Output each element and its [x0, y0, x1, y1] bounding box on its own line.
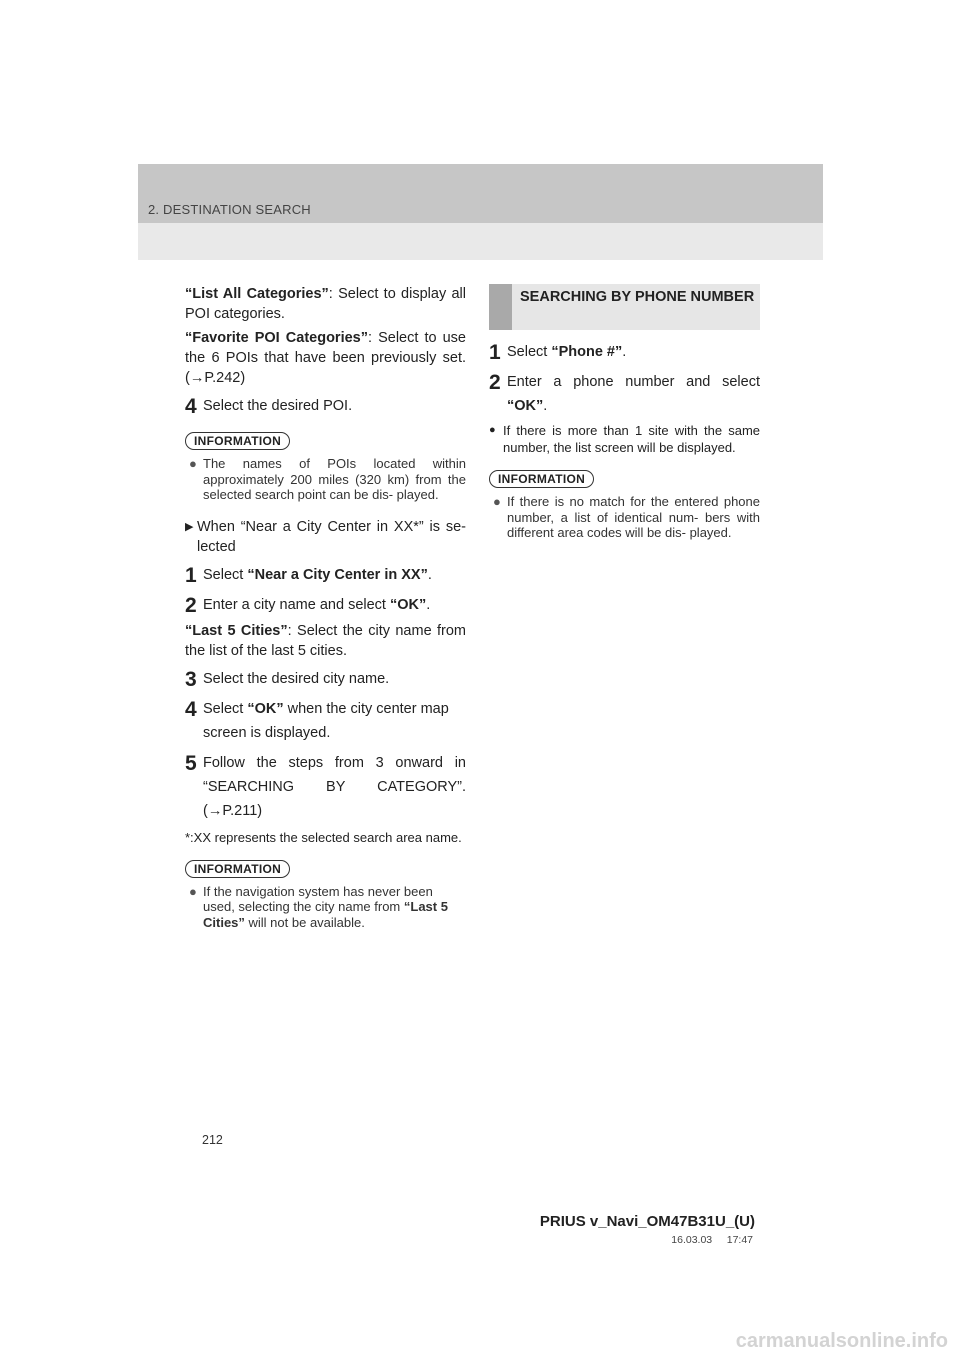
- step-4-select-ok: [185, 697, 466, 745]
- step-number: 2: [185, 593, 197, 617]
- step-text: Select the desired POI.: [203, 398, 353, 414]
- last-5-label: “Last 5 Cities”: [185, 622, 288, 639]
- information-box-3: [489, 470, 760, 541]
- step-number: 2: [489, 371, 501, 394]
- information-body: [185, 884, 466, 931]
- step-text: Select “Near a City Center in XX”.: [203, 566, 432, 583]
- document-title: PRIUS v_Navi_OM47B31U_(U): [539, 1213, 755, 1230]
- watermark: carmanualsonline.info: [735, 1330, 948, 1352]
- near-city-heading: [185, 517, 466, 557]
- page-header: [138, 164, 823, 260]
- bullet-circle-icon: ●: [489, 424, 496, 436]
- step-2-enter-city: [185, 593, 466, 617]
- information-text: The names of POIs located within approximately 200 miles (320 km) from the selected search point can be dis- played.: [203, 456, 466, 502]
- favorite-label: “Favorite POI Categories”: [185, 330, 368, 346]
- document-date: 16.03.03 17:47: [671, 1234, 753, 1246]
- step-number: 5: [185, 751, 197, 775]
- bullet-circle-icon: ●: [189, 883, 197, 899]
- list-all-text: : Select to display all POI categories.: [185, 286, 466, 322]
- step-text: Select “Phone #”.: [507, 344, 627, 360]
- list-all-paragraph: [185, 284, 466, 324]
- footnote: *:XX represents the selected search area name.: [185, 829, 462, 845]
- information-text: If the navigation system has never been used, selecting the city name from “Last 5 Cities” will not be available.: [203, 883, 448, 930]
- information-text: If there is no match for the entered phone number, a list of identical num- bers with different area codes will be dis- played.: [507, 494, 760, 540]
- information-badge: INFORMATION: [489, 470, 594, 488]
- triangle-right-icon: ▶: [185, 520, 194, 533]
- section-heading-bar: [489, 284, 512, 330]
- last-5-cities-paragraph: [185, 621, 466, 661]
- step-text: Enter a phone number and select “OK”.: [507, 374, 760, 414]
- favorite-paragraph: [185, 328, 466, 388]
- information-box-2: [185, 860, 466, 931]
- step-1-select-city-center: [185, 563, 466, 587]
- last-5-text: : Select the city name from the list of the last 5 cities.: [185, 622, 467, 659]
- bullet-circle-icon: ●: [189, 456, 197, 471]
- step-text: Follow the steps from 3 onward in “SEARCHING BY CATEGORY”. (→P.211): [203, 754, 466, 819]
- step-number: 4: [185, 395, 197, 418]
- step-5-follow-steps: [185, 751, 466, 823]
- section-title: 2. DESTINATION SEARCH: [148, 202, 311, 217]
- phone-note-text: If there is more than 1 site with the same number, the list screen will be displayed.: [503, 423, 760, 455]
- step-number: 1: [185, 563, 197, 587]
- right-column: [489, 284, 760, 555]
- phone-note: [489, 422, 760, 456]
- information-body: [489, 494, 760, 541]
- step-number: 1: [489, 341, 501, 364]
- list-all-label: “List All Categories”: [185, 286, 329, 302]
- section-heading-title: SEARCHING BY PHONE NUMBER: [520, 289, 755, 305]
- step-text: Select the desired city name.: [203, 670, 390, 687]
- step-1-select-phone: [489, 340, 760, 364]
- favorite-text: : Select to use the 6 POIs that have been previously set. (→P.242): [185, 330, 467, 386]
- information-box-1: [185, 432, 466, 503]
- information-badge: INFORMATION: [185, 432, 290, 450]
- header-band: [138, 164, 823, 223]
- left-column: [185, 284, 466, 944]
- step-2-enter-phone: [489, 370, 760, 418]
- page-number: 212: [202, 1133, 223, 1147]
- section-heading-phone: [489, 284, 760, 330]
- near-city-heading-text: When “Near a City Center in XX*” is se- lected: [197, 518, 466, 555]
- step-3-select-city: [185, 667, 466, 691]
- information-badge: INFORMATION: [185, 860, 290, 878]
- step-number: 4: [185, 697, 197, 721]
- step-4-select-poi: [185, 394, 466, 418]
- step-number: 3: [185, 667, 197, 691]
- information-body: [185, 456, 466, 503]
- bullet-circle-icon: ●: [493, 494, 501, 509]
- step-text: Enter a city name and select “OK”.: [203, 596, 431, 613]
- step-text: Select “OK” when the city center map screen is displayed.: [203, 700, 449, 741]
